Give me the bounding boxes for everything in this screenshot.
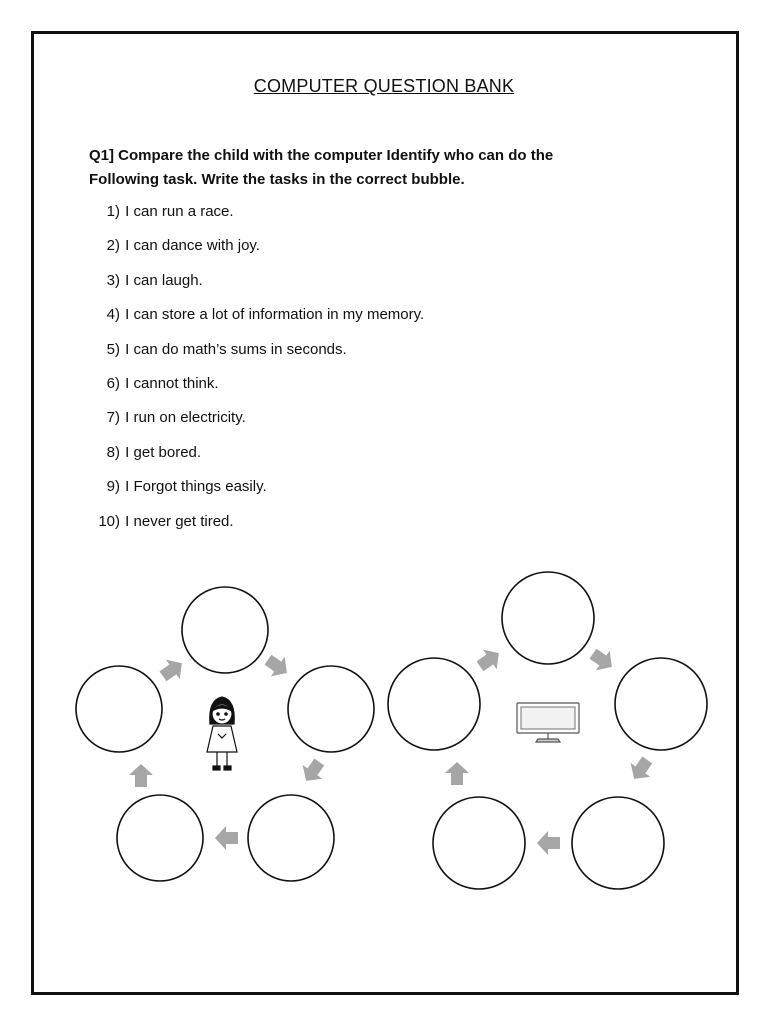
arrow-icon — [537, 831, 560, 855]
task-item — [88, 475, 424, 509]
arrow-icon — [473, 643, 506, 676]
task-number: 2) — [106, 237, 120, 255]
task-text: I can dance with joy. — [125, 237, 260, 255]
task-item — [88, 200, 424, 234]
task-text: I cannot think. — [125, 374, 219, 392]
arrow-icon — [624, 753, 657, 786]
answer-bubble[interactable] — [615, 658, 707, 750]
task-list — [88, 200, 424, 544]
answer-bubble[interactable] — [388, 658, 480, 750]
arrow-icon — [215, 826, 238, 850]
task-number: 10) — [98, 512, 120, 530]
page-title: COMPUTER QUESTION BANK — [253, 76, 515, 96]
bubble-diagrams — [0, 560, 768, 900]
question-line-2: Following task. Write the tasks in the correct bubble. — [89, 171, 465, 188]
task-item — [88, 269, 424, 303]
task-text: I can run a race. — [125, 203, 234, 220]
girl-icon — [207, 697, 237, 770]
answer-bubble[interactable] — [117, 795, 203, 881]
task-text: I Forgot things easily. — [125, 478, 267, 496]
task-item — [88, 338, 424, 372]
arrow-icon — [296, 755, 329, 788]
task-number: 8) — [106, 443, 120, 461]
arrow-icon — [445, 762, 469, 785]
answer-bubble[interactable] — [572, 797, 664, 889]
task-number: 3) — [106, 271, 120, 289]
task-text: I can laugh. — [125, 271, 203, 289]
task-item — [88, 372, 424, 406]
task-text: I get bored. — [125, 443, 202, 461]
arrow-icon — [261, 650, 294, 683]
task-item — [88, 441, 424, 475]
arrow-icon — [129, 764, 153, 787]
task-item — [88, 510, 424, 544]
answer-bubble[interactable] — [182, 587, 268, 673]
task-text: I never get tired. — [125, 512, 234, 530]
task-number: 6) — [106, 374, 120, 392]
answer-bubble[interactable] — [248, 795, 334, 881]
task-item — [88, 234, 424, 268]
task-text: I can store a lot of information in my memory. — [125, 306, 425, 324]
answer-bubble[interactable] — [433, 797, 525, 889]
task-text: I can do math’s sums in seconds. — [125, 340, 347, 358]
question-line-1: Q1] Compare the child with the computer Identify who can do the — [89, 147, 554, 164]
task-number: 7) — [106, 409, 120, 427]
task-text: I run on electricity. — [125, 409, 246, 427]
arrow-icon — [586, 644, 619, 677]
task-number: 9) — [106, 478, 120, 496]
answer-bubble[interactable] — [502, 572, 594, 664]
answer-bubble[interactable] — [288, 666, 374, 752]
task-number: 5) — [106, 340, 120, 358]
task-number: 4) — [106, 306, 120, 324]
question-text — [89, 144, 649, 192]
task-item — [88, 303, 424, 337]
monitor-icon — [517, 703, 579, 742]
task-item — [88, 406, 424, 440]
task-number: 1) — [106, 203, 120, 220]
arrow-icon — [156, 653, 189, 686]
answer-bubble[interactable] — [76, 666, 162, 752]
